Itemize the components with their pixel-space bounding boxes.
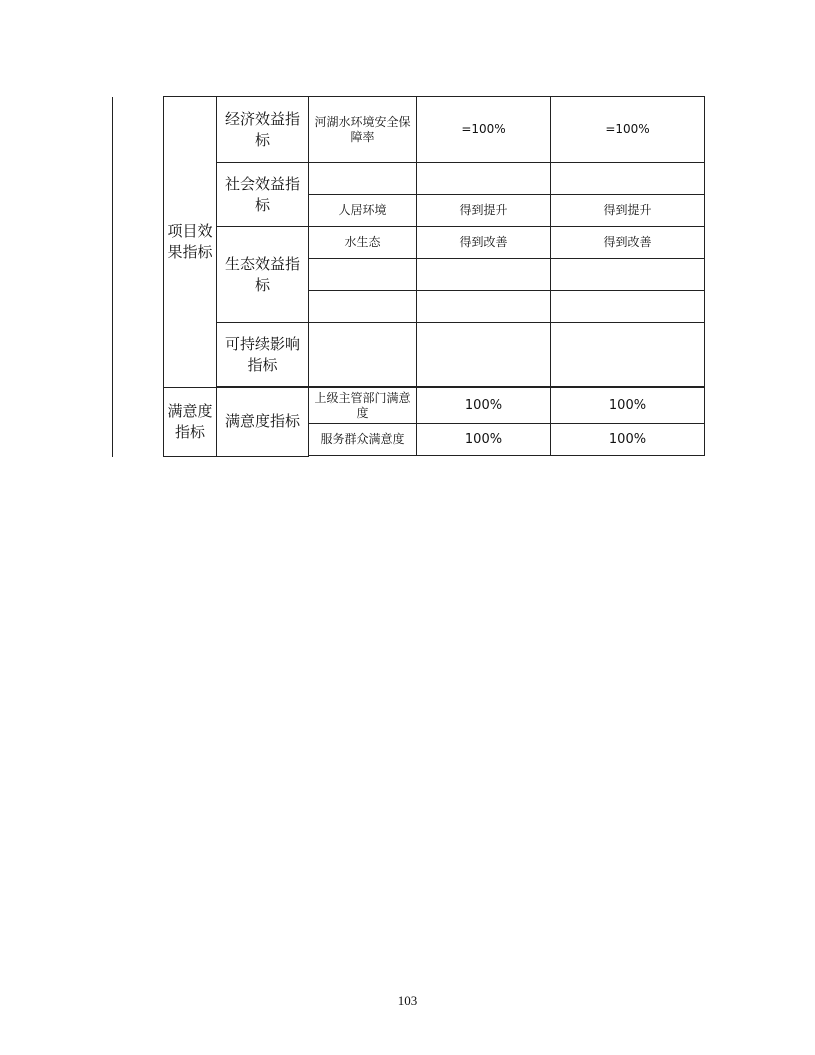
indicator-cell: 人居环境 [309,195,417,227]
indicator-cell [309,291,417,323]
indicator-cell: 服务群众满意度 [309,424,417,456]
blank-first-column [113,97,164,457]
performance-indicator-table [112,96,705,457]
indicator-cell: 上级主管部门满意度 [309,388,417,424]
level2-satisfaction: 满意度指标 [217,388,309,457]
target-value-cell: 100% [417,388,551,424]
page-number: 103 [397,993,418,1008]
target-value-cell [417,323,551,387]
target-value-cell [417,259,551,291]
spacer-cell [551,456,705,457]
level1-satisfaction: 满意度指标 [164,388,217,457]
level1-project-effect: 项目效果指标 [164,97,217,388]
level2-economic-benefit: 经济效益指标 [217,97,309,163]
target-value-cell: 100% [417,424,551,456]
target-value-cell [417,163,551,195]
indicator-cell [309,323,417,387]
target-value-cell [417,291,551,323]
actual-value-cell [551,291,705,323]
table-row [113,388,705,424]
actual-value-cell: 100% [551,424,705,456]
indicator-cell [309,163,417,195]
level2-sustainable-impact: 可持续影响指标 [217,323,309,387]
actual-value-cell [551,323,705,387]
indicator-cell: 水生态 [309,227,417,259]
actual-value-cell: 得到改善 [551,227,705,259]
actual-value-cell: =100% [551,97,705,163]
spacer-cell [417,456,551,457]
actual-value-cell [551,259,705,291]
target-value-cell: 得到改善 [417,227,551,259]
level2-ecological-benefit: 生态效益指标 [217,227,309,323]
target-value-cell: 得到提升 [417,195,551,227]
level2-social-benefit: 社会效益指标 [217,163,309,227]
actual-value-cell [551,163,705,195]
actual-value-cell: 得到提升 [551,195,705,227]
actual-value-cell: 100% [551,388,705,424]
target-value-cell: =100% [417,97,551,163]
spacer-cell [309,456,417,457]
table-row [113,97,705,163]
indicator-cell: 河湖水环境安全保障率 [309,97,417,163]
indicator-cell [309,259,417,291]
